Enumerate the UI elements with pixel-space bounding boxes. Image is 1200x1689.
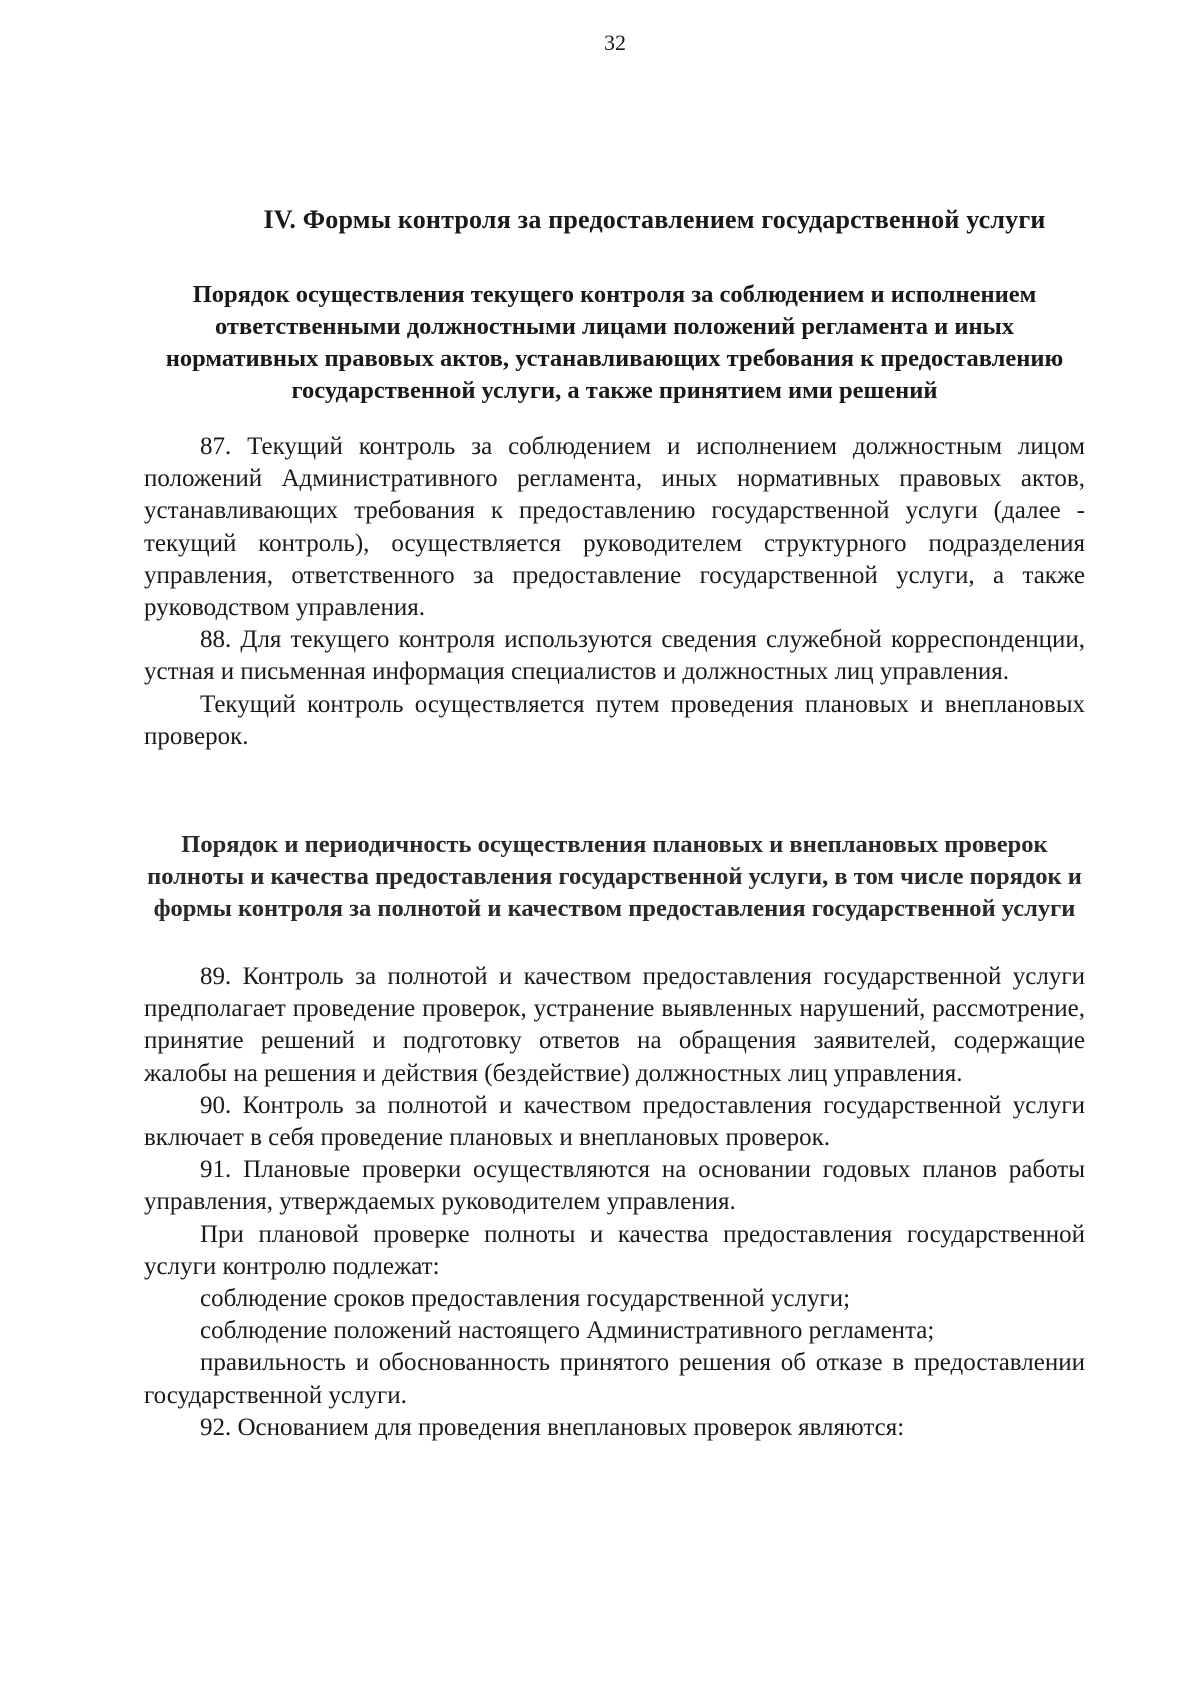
paragraph-91: 91. Плановые проверки осуществляются на основании годовых планов работы управления, утверждаемых руководителем управления. (144, 1156, 1085, 1216)
paragraph-current-control-method: Текущий контроль осуществляется путем проведения плановых и внеплановых проверок. (144, 690, 1085, 750)
paragraph-92: 92. Основанием для проведения внеплановых проверок являются: (200, 1413, 905, 1441)
paragraph-90: 90. Контроль за полнотой и качеством предоставления государственной услуги включает в себя проведение плановых и внеплановых проверок. (144, 1091, 1085, 1152)
page-number: 32 (604, 30, 626, 55)
subheading-inspections: Порядок и периодичность осуществления плановых и внеплановых проверок полноты и качества предоставления государственной услуги, в том числе порядок и формы контроля за полнотой и качеством предоставления государственной услуги (147, 831, 1082, 923)
list-item-regulation-compliance: соблюдение положений настоящего Административного регламента; (200, 1317, 935, 1345)
list-item-refusal-validity: правильность и обоснованность принятого решения об отказе в предоставлении государственной услуги. (144, 1349, 1085, 1409)
paragraph-block-current-control (144, 431, 1085, 753)
document-content (144, 205, 1085, 1444)
section-title: IV. Формы контроля за предоставлением государственной услуги (263, 205, 1046, 234)
paragraph-block-inspections (144, 961, 1085, 1444)
subheading-current-control: Порядок осуществления текущего контроля за соблюдением и исполнением ответственными должностными лицами положений регламента и иных нормативных правовых актов, устанавливающих требования к предоставлению государственной услуги, а также принятием ими решений (165, 281, 1064, 404)
paragraph-87: 87. Текущий контроль за соблюдением и исполнением должностным лицом положений Административного регламента, иных нормативных правовых актов, устанавливающих требования к предоставлению государственной услуги (далее - текущий контроль), осуществляется руководителем структурного подразделения управления, ответственного за предоставление государственной услуги, а также руководством управления. (144, 433, 1085, 622)
paragraph-planned-inspection: При плановой проверке полноты и качества предоставления государственной услуги контролю подлежат: (144, 1220, 1085, 1280)
list-item-deadlines: соблюдение сроков предоставления государственной услуги; (200, 1285, 851, 1313)
paragraph-89: 89. Контроль за полнотой и качеством предоставления государственной услуги предполагает проведение проверок, устранение выявленных нарушений, рассмотрение, принятие решений и подготовку ответов на обращения заявителей, содержащие жалобы на решения и действия (бездействие) должностных лиц управления. (144, 963, 1085, 1087)
paragraph-88: 88. Для текущего контроля используются сведения служебной корреспонденции, устная и письменная информация специалистов и должностных лиц управления. (144, 626, 1085, 686)
